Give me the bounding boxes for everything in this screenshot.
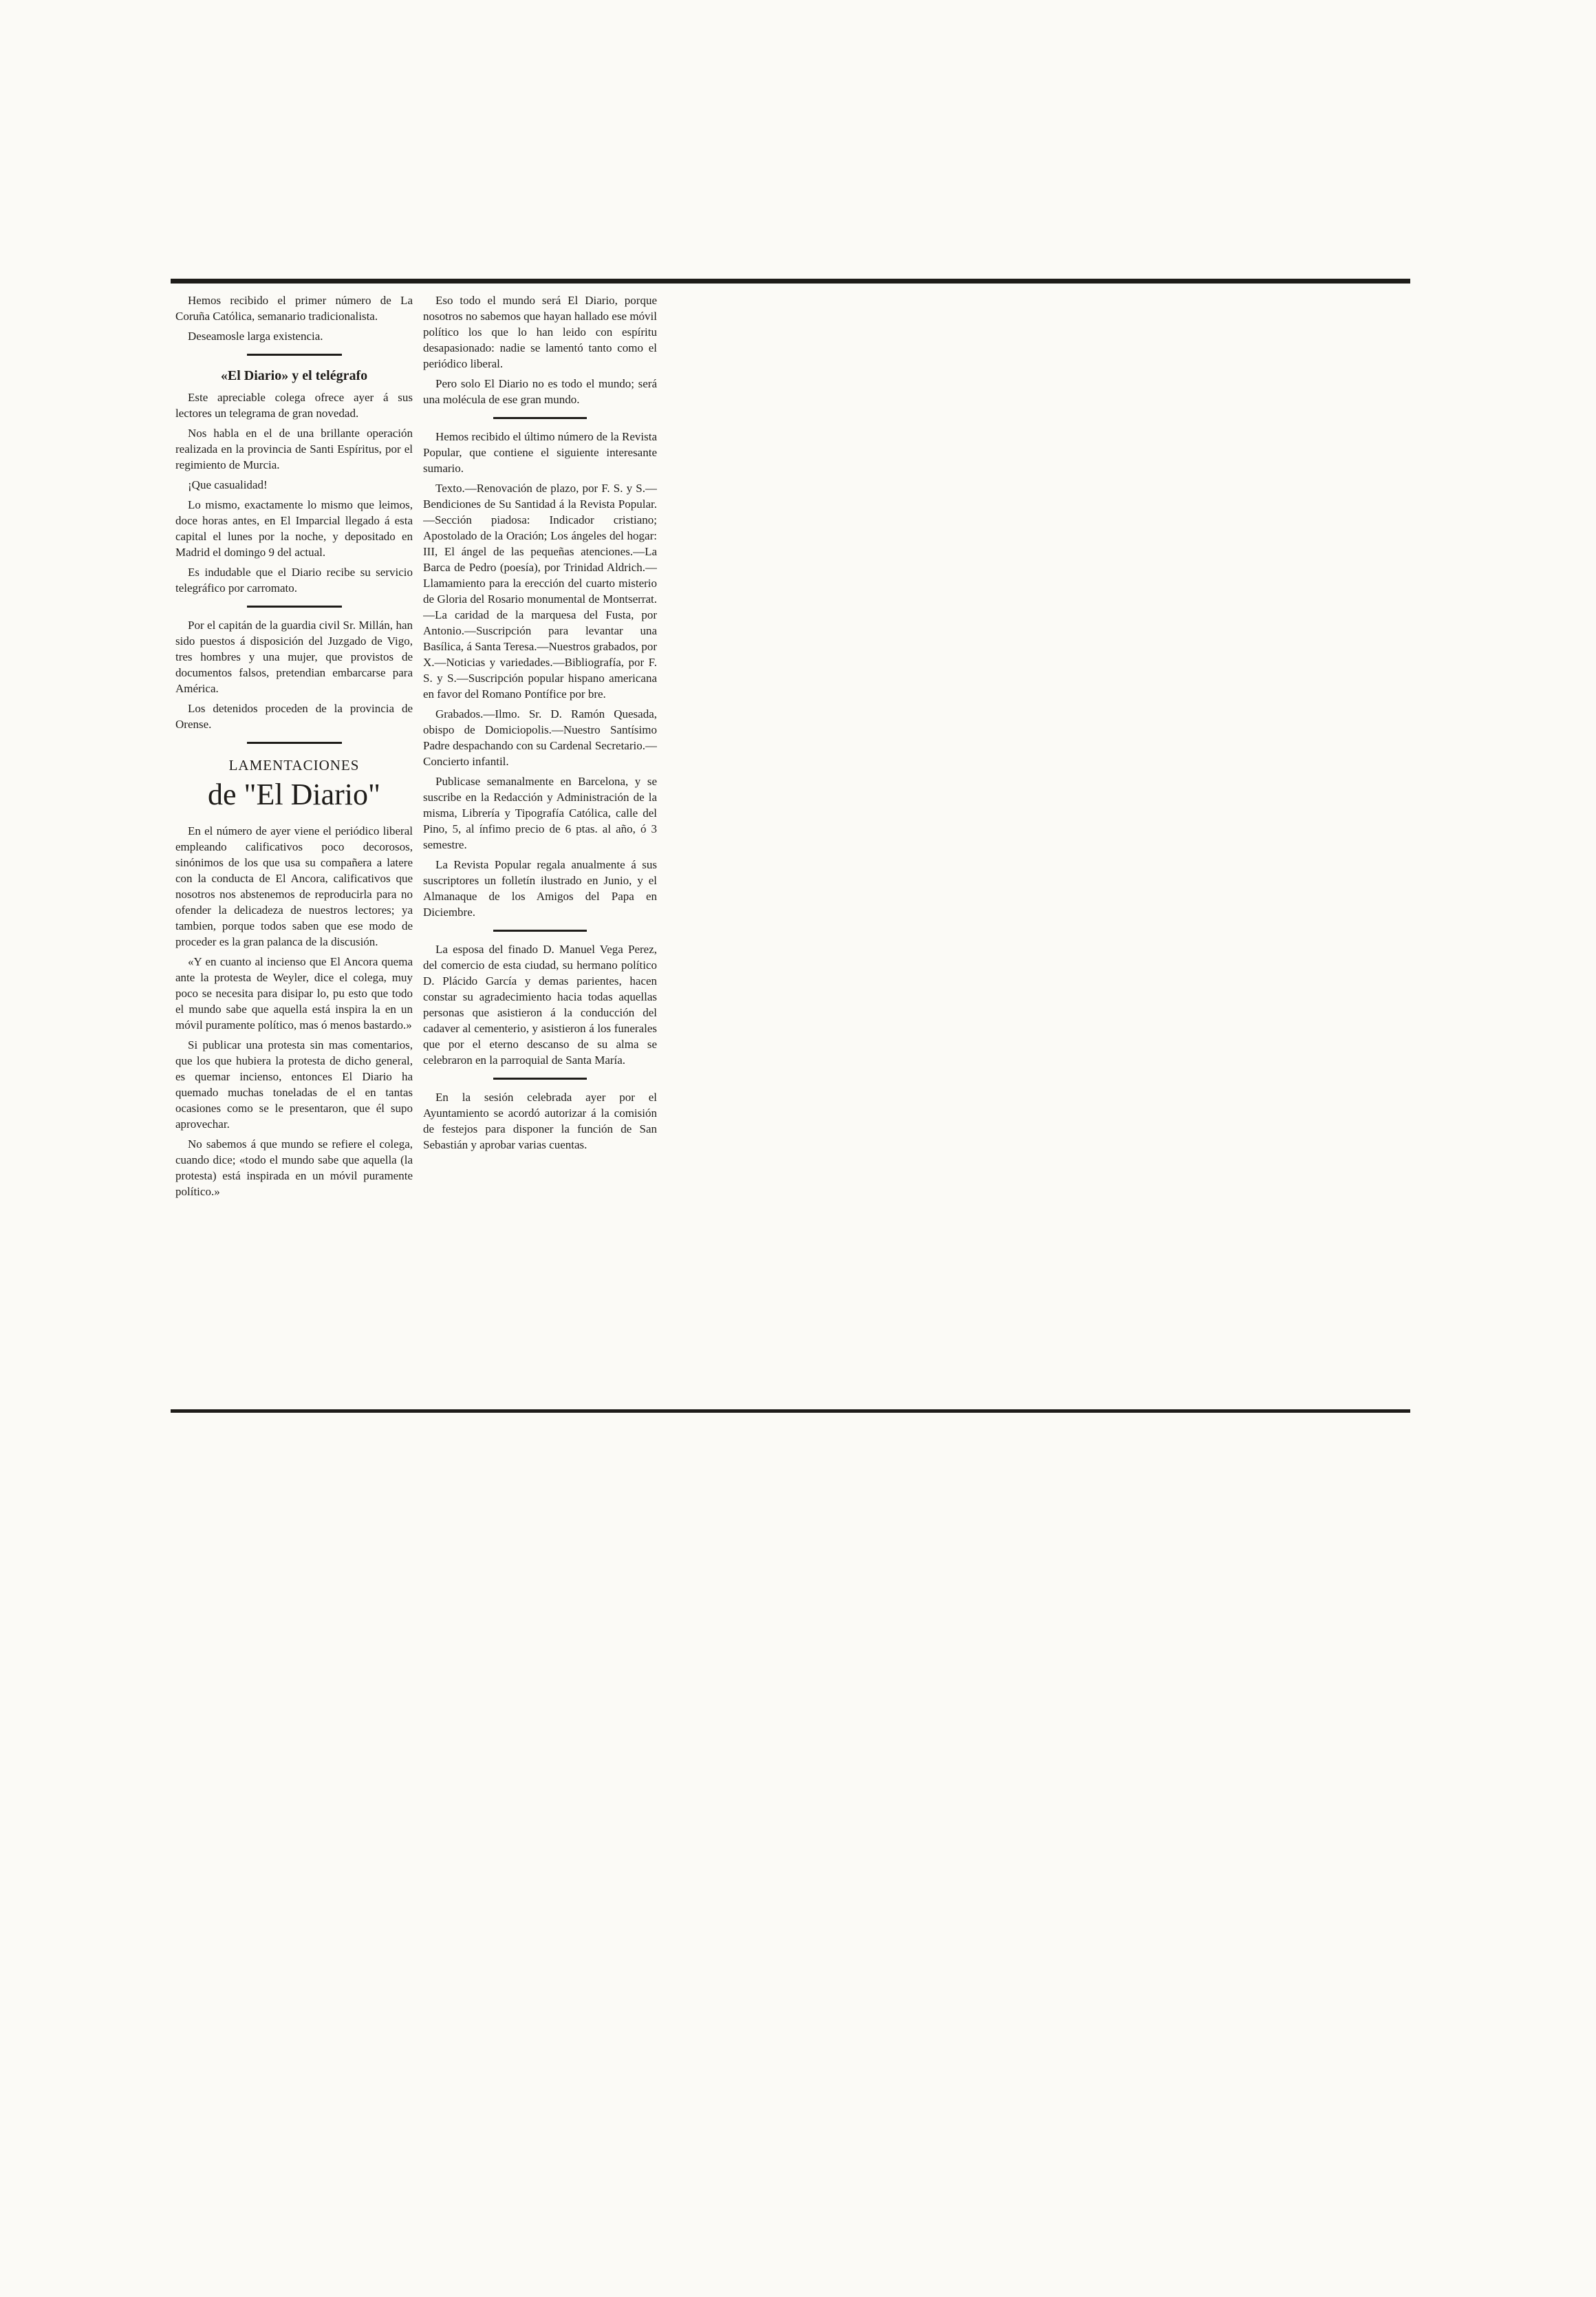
paragraph: En la sesión celebrada ayer por el Ayuntamiento se acordó autorizar á la comisión de festejos para disponer la función de San Sebastián y aprobar varias cuentas. bbox=[423, 1091, 657, 1151]
paragraph: Este apreciable colega ofrece ayer á sus lectores un telegrama de gran novedad. bbox=[175, 391, 413, 420]
paragraph: La esposa del finado D. Manuel Vega Perez, del comercio de esta ciudad, su hermano político D. Plácido García y demas parientes, hacen constar su agradecimiento hacia todas aquellas personas que asistieron á la conducción del cadaver al cementerio, y asistieron á los funerales que por el eterno descanso de su alma se celebraron en la parroquial de Santa María. bbox=[423, 943, 657, 1067]
separator-rule bbox=[493, 930, 587, 932]
top-rule bbox=[171, 279, 1410, 284]
paragraph: Deseamosle larga existencia. bbox=[188, 330, 323, 343]
section-heading: «El Diario» y el telégrafo bbox=[220, 368, 368, 383]
paragraph: Lo mismo, exactamente lo mismo que leimos, doce horas antes, en El Imparcial llegado á esta capital el lunes por la noche, y depositado en Madrid el domingo 9 del actual. bbox=[175, 498, 413, 559]
paragraph: Hemos recibido el primer número de La Coruña Católica, semanario tradicionalista. bbox=[175, 294, 413, 323]
paragraph: ¡Que casualidad! bbox=[188, 478, 268, 491]
separator-rule bbox=[247, 354, 342, 356]
paragraph: Grabados.—Ilmo. Sr. D. Ramón Quesada, obispo de Domiciopolis.—Nuestro Santísimo Padre despachando con su Cardenal Secretario.—Concierto infantil. bbox=[423, 707, 657, 768]
paragraph: Si publicar una protesta sin mas comentarios, que los que hubiera la protesta de dicho general, es quemar incienso, entonces El Diario ha quemado muchas toneladas de el en tantas ocasiones como se le presentaron, que él supo aprovechar. bbox=[175, 1038, 413, 1131]
paragraph: No sabemos á que mundo se refiere el colega, cuando dice; «todo el mundo sabe que aquella (la protesta) está inspirada en un móvil puramente político.» bbox=[175, 1137, 413, 1198]
section-heading: de "El Diario" bbox=[208, 778, 380, 811]
paragraph: En el número de ayer viene el periódico liberal empleando calificativos poco decorosos, sinónimos de los que usa su compañera a latere con la conducta de El Ancora, calificativos que nosotros nos abstenemos de reproducirla para no ofender la delicadeza de nuestros lectores; ya tambien, porque todos saben que ese modo de proceder es la gran palanca de la discusión. bbox=[175, 824, 413, 948]
paragraph: La Revista Popular regala anualmente á sus suscriptores un folletín ilustrado en Junio, y el Almanaque de los Amigos del Papa en Diciembre. bbox=[423, 858, 657, 919]
paragraph: Publicase semanalmente en Barcelona, y se suscribe en la Redacción y Administración de la misma, Librería y Tipografía Católica, calle del Pino, 5, al ínfimo precio de 6 ptas. al año, ó 3 semestre. bbox=[423, 775, 657, 851]
column-2 bbox=[423, 292, 657, 1407]
paragraph: Pero solo El Diario no es todo el mundo; será una molécula de ese gran mundo. bbox=[423, 377, 657, 406]
paragraph: Por el capitán de la guardia civil Sr. Millán, han sido puestos á disposición del Juzgado de Vigo, tres hombres y una mujer, que provistos de documentos falsos, pretendian embarcarse para América. bbox=[175, 619, 413, 695]
paragraph: Es indudable que el Diario recibe su servicio telegráfico por carromato. bbox=[175, 566, 413, 595]
separator-rule bbox=[493, 417, 587, 419]
separator-rule bbox=[493, 1078, 587, 1080]
paragraph: «Y en cuanto al incienso que El Ancora quema ante la protesta de Weyler, dice el colega, muy poco se necesita para disipar lo, pu esto que todo el mundo sabe que aquella está inspira la en un móvil puramente político, mas ó menos bastardo.» bbox=[175, 955, 413, 1032]
paragraph: Nos habla en el de una brillante operación realizada en la provincia de Santi Espíritus, por el regimiento de Murcia. bbox=[175, 427, 413, 471]
bottom-rule bbox=[171, 1409, 1410, 1413]
paragraph: Hemos recibido el último número de la Revista Popular, que contiene el siguiente interesante sumario. bbox=[423, 430, 657, 475]
paragraph: Los detenidos proceden de la provincia de Orense. bbox=[175, 702, 413, 731]
paragraph: Texto.—Renovación de plazo, por F. S. y S.—Bendiciones de Su Santidad á la Revista Popular.—Sección piadosa: Indicador cristiano; Apostolado de la Oración; Los ángeles del hogar: III, El ángel de las pequeñas atenciones.—La Barca de Pedro (poesía), por Trinidad Aldrich.—Llamamiento para la erección del cuarto misterio de Gloria del Rosario monumental de Montserrat.—La caridad de la marquesa del Fusta, por Antonio.—Suscripción para levantar una Basílica, á Santa Teresa.—Nuestros grabados, por X.—Noticias y variedades.—Bibliografía, por F. S. y S.—Suscripción popular hispano americana en favor del Romano Pontífice por bre. bbox=[423, 482, 657, 701]
section-heading: LAMENTACIONES bbox=[228, 757, 360, 773]
paragraph: Eso todo el mundo será El Diario, porque nosotros no sabemos que hayan hallado ese móvil político los que lo han leido con espíritu desapasionado: nadie se lamentó tanto como el periódico liberal. bbox=[423, 294, 657, 370]
separator-rule bbox=[247, 606, 342, 608]
separator-rule bbox=[247, 742, 342, 744]
column-1 bbox=[175, 292, 413, 1407]
